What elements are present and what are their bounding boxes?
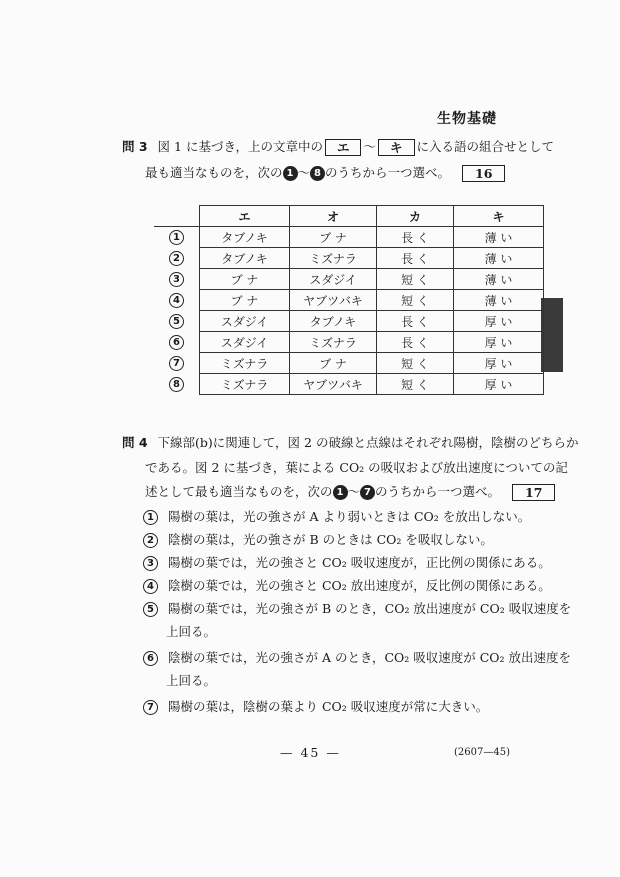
- q4-line3-a: 述として最も適当なものを，次の: [145, 484, 333, 499]
- cell-ka: 短 く: [377, 374, 454, 395]
- q3-range-tilde: 〜: [297, 165, 311, 180]
- page-number: — 45 —: [280, 745, 341, 760]
- option-3: [143, 555, 551, 571]
- circled-number-icon: 3: [169, 272, 184, 287]
- table-row: [154, 353, 544, 374]
- cell-o: スダジイ: [290, 269, 377, 290]
- cell-ki: 厚 い: [454, 332, 544, 353]
- circled-number-icon: 7: [169, 356, 184, 371]
- option-text: 陰樹の葉では，光の強さと CO₂ 放出速度が，反比例の関係にある。: [168, 578, 551, 593]
- cell-e: ミズナラ: [200, 353, 290, 374]
- col-header-o: オ: [290, 206, 377, 227]
- option-text: 陰樹の葉は，光の強さが B のときは CO₂ を吸収しない。: [168, 532, 493, 547]
- circled-number-icon: 5: [169, 314, 184, 329]
- choice-number: [154, 374, 200, 395]
- cell-ki: 厚 い: [454, 353, 544, 374]
- q3-text-a: 図 1 に基づき，上の文章中の: [157, 139, 323, 154]
- cell-ka: 短 く: [377, 353, 454, 374]
- cell-e: タブノキ: [200, 227, 290, 248]
- option-6-continuation: 上回る。: [166, 673, 217, 688]
- choice-table: [154, 205, 544, 395]
- option-5-continuation: 上回る。: [166, 624, 217, 639]
- table-row: [154, 290, 544, 311]
- cell-o: ヤブツバキ: [290, 374, 377, 395]
- choice-number: [154, 290, 200, 311]
- option-text: 陽樹の葉では，光の強さが B のとき，CO₂ 放出速度が CO₂ 吸収速度を: [168, 601, 572, 616]
- answer-box-16: 16: [462, 165, 505, 182]
- cell-ki: 薄 い: [454, 227, 544, 248]
- table-row: [154, 332, 544, 353]
- option-text: 陽樹の葉では，光の強さと CO₂ 吸収速度が，正比例の関係にある。: [168, 555, 551, 570]
- circled-number-icon: 2: [143, 533, 158, 548]
- cell-e: タブノキ: [200, 248, 290, 269]
- circled-number-icon: 6: [143, 651, 158, 666]
- choice-number: [154, 311, 200, 332]
- blank-box-e: エ: [325, 139, 362, 156]
- cell-ka: 長 く: [377, 248, 454, 269]
- table-row: [154, 269, 544, 290]
- cell-ka: 長 く: [377, 311, 454, 332]
- option-text: 陰樹の葉では，光の強さが A のとき，CO₂ 吸収速度が CO₂ 放出速度を: [168, 650, 572, 665]
- q3-line2-a: 最も適当なものを，次の: [145, 165, 283, 180]
- circled-number-icon: 8: [310, 166, 325, 181]
- table-row: [154, 311, 544, 332]
- answer-box-17: 17: [512, 484, 555, 501]
- circled-number-icon: 1: [143, 510, 158, 525]
- cell-o: ミズナラ: [290, 248, 377, 269]
- circled-number-icon: 6: [169, 335, 184, 350]
- cell-o: タブノキ: [290, 311, 377, 332]
- circled-number-icon: 4: [143, 579, 158, 594]
- circled-number-icon: 5: [143, 602, 158, 617]
- cell-e: スダジイ: [200, 332, 290, 353]
- circled-number-icon: 4: [169, 293, 184, 308]
- q3-line2-b: のうちから一つ選べ。: [325, 165, 451, 180]
- subject-title: 生物基礎: [437, 111, 497, 127]
- circled-number-icon: 2: [169, 251, 184, 266]
- choice-number: [154, 248, 200, 269]
- q3-number: 問 3: [122, 139, 148, 154]
- cell-ka: 短 く: [377, 269, 454, 290]
- choice-number: [154, 269, 200, 290]
- circled-number-icon: 7: [360, 485, 375, 500]
- q4-text-line1: 下線部(b)に関連して，図 2 の破線と点線はそれぞれ陽樹，陰樹のどちらか: [157, 435, 579, 450]
- cell-ka: 長 く: [377, 227, 454, 248]
- option-5: [143, 601, 571, 617]
- circled-number-icon: 7: [143, 700, 158, 715]
- q4-line1: [122, 435, 578, 451]
- blank-box-ki: キ: [378, 139, 415, 156]
- cell-e: ブ ナ: [200, 290, 290, 311]
- cell-ka: 短 く: [377, 290, 454, 311]
- option-7: [143, 699, 488, 715]
- q3-text-b: に入る語の組合せとして: [416, 139, 555, 154]
- table-row: [154, 227, 544, 248]
- cell-o: ブ ナ: [290, 227, 377, 248]
- option-4: [143, 578, 551, 594]
- circled-number-icon: 8: [169, 377, 184, 392]
- cell-e: ブ ナ: [200, 269, 290, 290]
- q3-tilde: 〜: [363, 139, 376, 154]
- page-code: (2607—45): [454, 747, 510, 758]
- cell-ki: 厚 い: [454, 374, 544, 395]
- col-header-ka: カ: [377, 206, 454, 227]
- table-row: [154, 248, 544, 269]
- q3-line1: [122, 139, 554, 156]
- cell-ki: 厚 い: [454, 311, 544, 332]
- cell-o: ブ ナ: [290, 353, 377, 374]
- choice-number: [154, 227, 200, 248]
- option-1: [143, 509, 530, 525]
- cell-e: ミズナラ: [200, 374, 290, 395]
- q3-line2: [145, 165, 507, 182]
- cell-o: ヤブツバキ: [290, 290, 377, 311]
- circled-number-icon: 1: [283, 166, 298, 181]
- option-2: [143, 532, 493, 548]
- col-header-ki: キ: [454, 206, 544, 227]
- q4-line3: [145, 484, 557, 501]
- option-6: [143, 650, 571, 666]
- circled-number-icon: 1: [169, 230, 184, 245]
- q4-number: 問 4: [122, 435, 148, 450]
- cell-ki: 薄 い: [454, 248, 544, 269]
- q4-line2: である。図 2 に基づき，葉による CO₂ の吸収および放出速度についての記: [145, 460, 568, 475]
- option-text: 陽樹の葉は，光の強さが A より弱いときは CO₂ を放出しない。: [168, 509, 531, 524]
- cell-ki: 薄 い: [454, 269, 544, 290]
- col-header-e: エ: [200, 206, 290, 227]
- q4-range-tilde: 〜: [347, 484, 361, 499]
- table-row: [154, 374, 544, 395]
- option-text: 陽樹の葉は，陰樹の葉より CO₂ 吸収速度が常に大きい。: [168, 699, 489, 714]
- choice-number: [154, 353, 200, 374]
- cell-e: スダジイ: [200, 311, 290, 332]
- circled-number-icon: 1: [333, 485, 348, 500]
- circled-number-icon: 3: [143, 556, 158, 571]
- choice-table-corner: [154, 206, 200, 227]
- q4-line3-b: のうちから一つ選べ。: [375, 484, 501, 499]
- cell-o: ミズナラ: [290, 332, 377, 353]
- choice-number: [154, 332, 200, 353]
- cell-ki: 薄 い: [454, 290, 544, 311]
- side-index-tab: [541, 298, 563, 372]
- cell-ka: 長 く: [377, 332, 454, 353]
